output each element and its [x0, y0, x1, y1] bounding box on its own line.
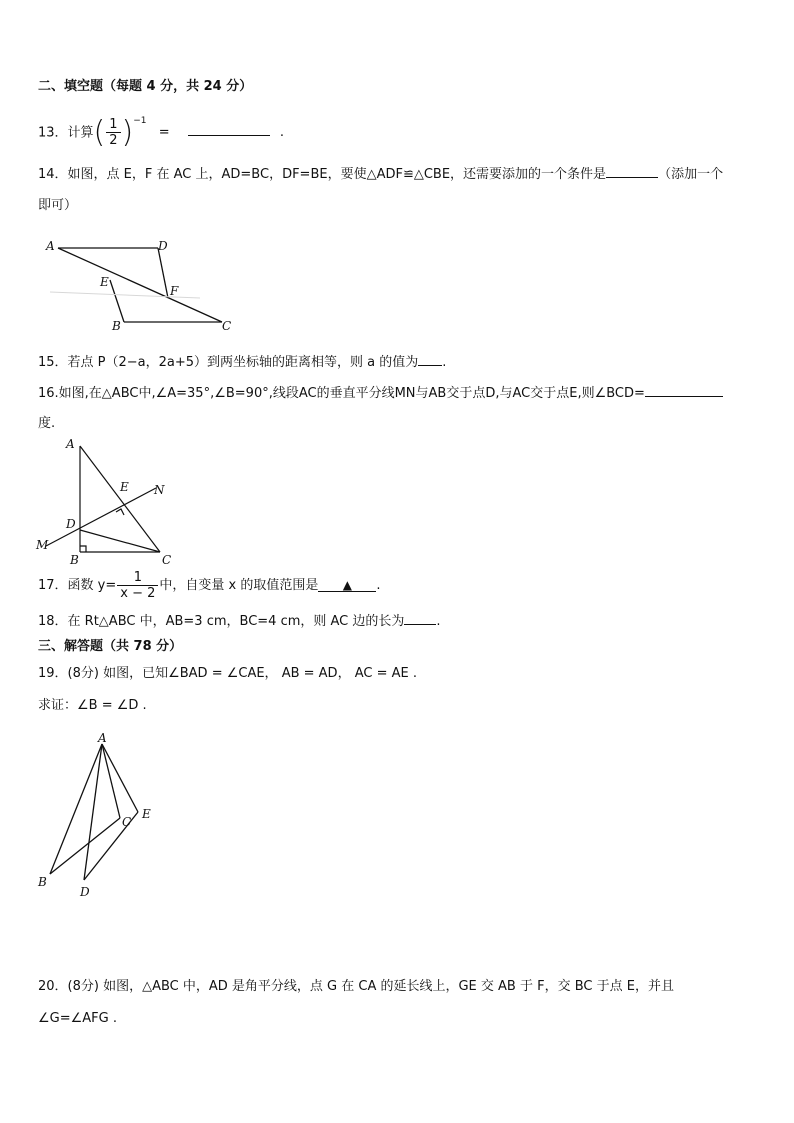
label-b: B — [38, 875, 47, 889]
figure-16-triangle — [34, 436, 184, 566]
label-b: B — [70, 553, 79, 567]
q16-answer-blank[interactable] — [645, 384, 723, 397]
question-18 — [38, 612, 441, 632]
label-a: A — [46, 239, 55, 253]
q13-end: . — [279, 125, 285, 141]
section-heading-solutions: 三、解答题（共 78 分） — [38, 639, 183, 654]
q14-text: 14．如图，点 E，F 在 AC 上，AD=BC，DF=BE，要使△ADF≌△CBE，还需要添加的一个条件是 — [38, 167, 607, 182]
question-19-line-2: 求证：∠B = ∠D . — [38, 698, 147, 713]
label-d: D — [66, 517, 76, 531]
right-angle-b — [80, 546, 86, 552]
label-b: B — [112, 319, 121, 333]
label-d: D — [158, 239, 168, 253]
label-e: E — [100, 275, 109, 289]
question-17 — [38, 568, 381, 604]
segment-ab — [50, 744, 102, 874]
q18-text: 18．在 Rt△ABC 中，AB=3 cm，BC=4 cm，则 AC 边的长为 — [38, 614, 405, 629]
q13-equals: = — [158, 125, 170, 141]
label-e: E — [120, 480, 129, 494]
q17-answer-blank[interactable] — [318, 579, 376, 592]
question-14-line-1 — [38, 165, 723, 185]
q13-numerator: 1 — [106, 117, 120, 133]
label-d: D — [80, 885, 90, 899]
q17-middle: 中，自变量 x 的取值范围是 — [159, 578, 319, 593]
q13-fraction — [106, 117, 120, 148]
question-16-line-2: 度. — [38, 416, 56, 431]
label-m: M — [36, 538, 49, 552]
segment-eb — [110, 280, 124, 322]
q18-answer-blank[interactable] — [404, 612, 436, 625]
answer-mark-icon: ▲ — [342, 578, 352, 592]
segment-mn — [46, 488, 156, 546]
question-15 — [38, 353, 446, 373]
label-a: A — [66, 437, 75, 451]
label-c: C — [162, 553, 172, 567]
figure-14-quadrilateral — [40, 236, 250, 336]
label-c: C — [222, 319, 232, 333]
q17-numerator: 1 — [117, 570, 158, 586]
q14-tail: （添加一个 — [658, 167, 724, 182]
label-a: A — [98, 731, 107, 745]
q15-end: . — [442, 355, 447, 370]
label-c: C — [122, 815, 132, 829]
label-n: N — [154, 483, 165, 497]
question-19-line-1: 19．(8分) 如图，已知∠BAD = ∠CAE， AB = AD， AC = AE . — [38, 666, 417, 681]
right-angle-e — [116, 509, 124, 515]
q15-text: 15．若点 P（2−a，2a+5）到两坐标轴的距离相等，则 a 的值为 — [38, 355, 419, 370]
segment-ac — [102, 744, 120, 818]
segment-ac — [80, 446, 160, 552]
q18-end: . — [436, 614, 441, 629]
q17-fraction — [117, 570, 158, 601]
q17-prefix: 17．函数 y= — [38, 578, 117, 593]
question-20-line-1: 20．(8分) 如图，△ABC 中，AD 是角平分线，点 G 在 CA 的延长线上，GE 交 AB 于 F，交 BC 于点 E，并且 — [38, 979, 674, 994]
segment-ae — [102, 744, 138, 812]
q13-exponent: −1 — [133, 116, 147, 126]
label-f: F — [170, 284, 179, 298]
segment-ac — [58, 248, 222, 322]
question-16-line-1 — [38, 384, 723, 404]
q16-text: 16.如图,在△ABC中,∠A=35°,∠B=90°,线段AC的垂直平分线MN与AB交于点D,与AC交于点E,则∠BCD= — [38, 386, 645, 401]
section-heading-fill-in: 二、填空题（每题 4 分，共 24 分） — [38, 79, 253, 94]
segment-dc — [158, 248, 168, 298]
q15-answer-blank[interactable] — [418, 353, 442, 366]
q13-denominator: 2 — [109, 133, 118, 149]
question-20-line-2: ∠G=∠AFG . — [38, 1011, 117, 1026]
q13-answer-blank[interactable] — [188, 123, 270, 136]
segment-dc — [80, 530, 160, 552]
q14-answer-blank[interactable] — [606, 165, 658, 178]
label-e: E — [142, 807, 151, 821]
q17-end: . — [376, 578, 381, 593]
q13-prefix: 13．计算 — [38, 125, 94, 141]
segment-ad — [84, 744, 102, 880]
question-14-line-2: 即可） — [38, 198, 78, 213]
figure-19-triangles — [34, 726, 164, 902]
q17-denominator: x − 2 — [120, 586, 156, 601]
question-13: 13．计算( $\frac{1}{2}$ )$^{-1}$ = . — [38, 114, 285, 150]
